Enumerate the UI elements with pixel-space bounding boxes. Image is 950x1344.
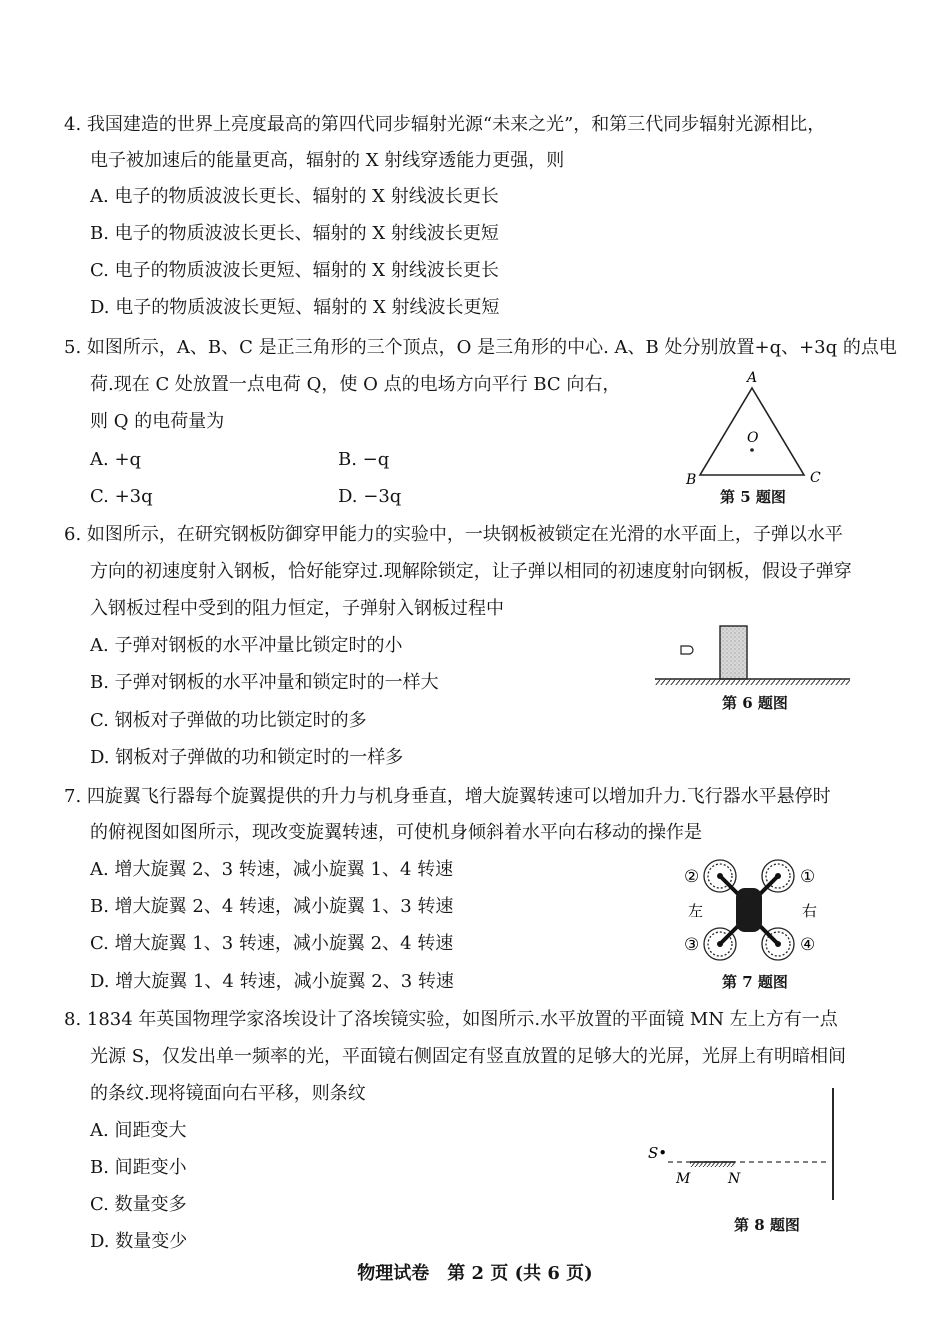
q8-option-d: D. 数量变少: [90, 1231, 188, 1252]
q6-option-d: D. 钢板对子弹做的功和锁定时的一样多: [90, 747, 404, 768]
mirror-m-label: M: [676, 1171, 691, 1187]
steel-plate: [720, 626, 747, 679]
rotor-3-label: ③: [684, 935, 700, 955]
rotor-4-label: ④: [800, 935, 816, 955]
rotor-1-label: ①: [800, 867, 816, 887]
q7-option-c: C. 增大旋翼 1、3 转速，减小旋翼 2、4 转速: [90, 933, 454, 954]
source-s-label: S•: [648, 1144, 668, 1162]
rotor-2-label: ②: [684, 867, 700, 887]
page-footer: 物理试卷 第 2 页 (共 6 页): [357, 1263, 593, 1284]
vertex-b-label: B: [686, 472, 697, 488]
q5-triangle-figure: [680, 370, 830, 490]
q7-figure-caption: 第 7 题图: [722, 973, 788, 991]
q8-figure-caption: 第 8 题图: [734, 1216, 800, 1234]
q6-stem-line-2: 方向的初速度射入钢板，恰好能穿过.现解除锁定，让子弹以相同的初速度射向钢板，假设子弹穿: [90, 561, 852, 582]
q4-option-a: A. 电子的物质波波长更长、辐射的 X 射线波长更长: [90, 186, 499, 207]
q5-stem-line-2: 荷.现在 C 处放置一点电荷 Q，使 O 点的电场方向平行 BC 向右，: [90, 374, 621, 395]
right-label: 右: [802, 902, 818, 920]
vertex-a-label: A: [747, 370, 758, 386]
q5-stem-line-1: 5. 如图所示，A、B、C 是正三角形的三个顶点，O 是三角形的中心. A、B 处分别放置+q、+3q 的点电: [64, 337, 897, 358]
q8-option-b: B. 间距变小: [90, 1157, 187, 1178]
mirror-n-label: N: [728, 1171, 741, 1187]
q6-option-c: C. 钢板对子弹做的功比锁定时的多: [90, 710, 367, 731]
q8-option-c: C. 数量变多: [90, 1194, 187, 1215]
q5-option-b: B. −q: [338, 449, 390, 470]
ground-hatch: [655, 679, 850, 685]
q4-option-c: C. 电子的物质波波长更短、辐射的 X 射线波长更长: [90, 260, 499, 281]
bullet: [681, 646, 693, 654]
q5-option-a: A. +q: [90, 449, 142, 470]
q4-option-d: D. 电子的物质波波长更短、辐射的 X 射线波长更短: [90, 297, 500, 318]
q8-stem-line-1: 8. 1834 年英国物理学家洛埃设计了洛埃镜实验，如图所示.水平放置的平面镜 MN 左上方有一点: [64, 1009, 838, 1030]
left-label: 左: [688, 902, 704, 920]
q6-option-b: B. 子弹对钢板的水平冲量和锁定时的一样大: [90, 672, 439, 693]
q6-steel-plate-figure: [650, 620, 855, 692]
q5-figure-caption: 第 5 题图: [720, 488, 786, 506]
drone-body: [736, 888, 762, 932]
q7-stem-line-1: 7. 四旋翼飞行器每个旋翼提供的升力与机身垂直，增大旋翼转速可以增加升力.飞行器水平悬停时: [64, 786, 831, 807]
q4-stem-line-1: 4. 我国建造的世界上亮度最高的第四代同步辐射光源“未来之光”，和第三代同步辐射光源相比，: [64, 114, 826, 135]
q7-option-a: A. 增大旋翼 2、3 转速，减小旋翼 1、4 转速: [90, 859, 454, 880]
q6-option-a: A. 子弹对钢板的水平冲量比锁定时的小: [90, 635, 403, 656]
q4-stem-line-2: 电子被加速后的能量更高，辐射的 X 射线穿透能力更强，则: [90, 150, 565, 171]
center-point-o: [750, 448, 754, 452]
q5-stem-line-3: 则 Q 的电荷量为: [90, 411, 225, 432]
q6-figure-caption: 第 6 题图: [722, 694, 788, 712]
q8-stem-line-2: 光源 S，仅发出单一频率的光，平面镜右侧固定有竖直放置的足够大的光屏，光屏上有明暗相间: [90, 1046, 847, 1067]
q4-option-b: B. 电子的物质波波长更长、辐射的 X 射线波长更短: [90, 223, 499, 244]
q7-stem-line-2: 的俯视图如图所示，现改变旋翼转速，可使机身倾斜着水平向右移动的操作是: [90, 822, 702, 843]
q7-option-b: B. 增大旋翼 2、4 转速，减小旋翼 1、3 转速: [90, 896, 454, 917]
q8-stem-line-3: 的条纹.现将镜面向右平移，则条纹: [90, 1083, 366, 1104]
q7-option-d: D. 增大旋翼 1、4 转速，减小旋翼 2、3 转速: [90, 971, 454, 992]
center-o-label: O: [747, 430, 759, 446]
q6-stem-line-3: 入钢板过程中受到的阻力恒定，子弹射入钢板过程中: [90, 598, 504, 619]
q5-option-d: D. −3q: [338, 486, 402, 507]
vertex-c-label: C: [810, 470, 821, 486]
q6-stem-line-1: 6. 如图所示，在研究钢板防御穿甲能力的实验中，一块钢板被锁定在光滑的水平面上，子弹以水平: [64, 524, 843, 545]
q7-quadcopter-figure: [680, 856, 830, 966]
q5-option-c: C. +3q: [90, 486, 153, 507]
q8-option-a: A. 间距变大: [90, 1120, 187, 1141]
mirror-hatch: [690, 1162, 735, 1167]
q8-lloyd-mirror-figure: [640, 1086, 850, 1202]
